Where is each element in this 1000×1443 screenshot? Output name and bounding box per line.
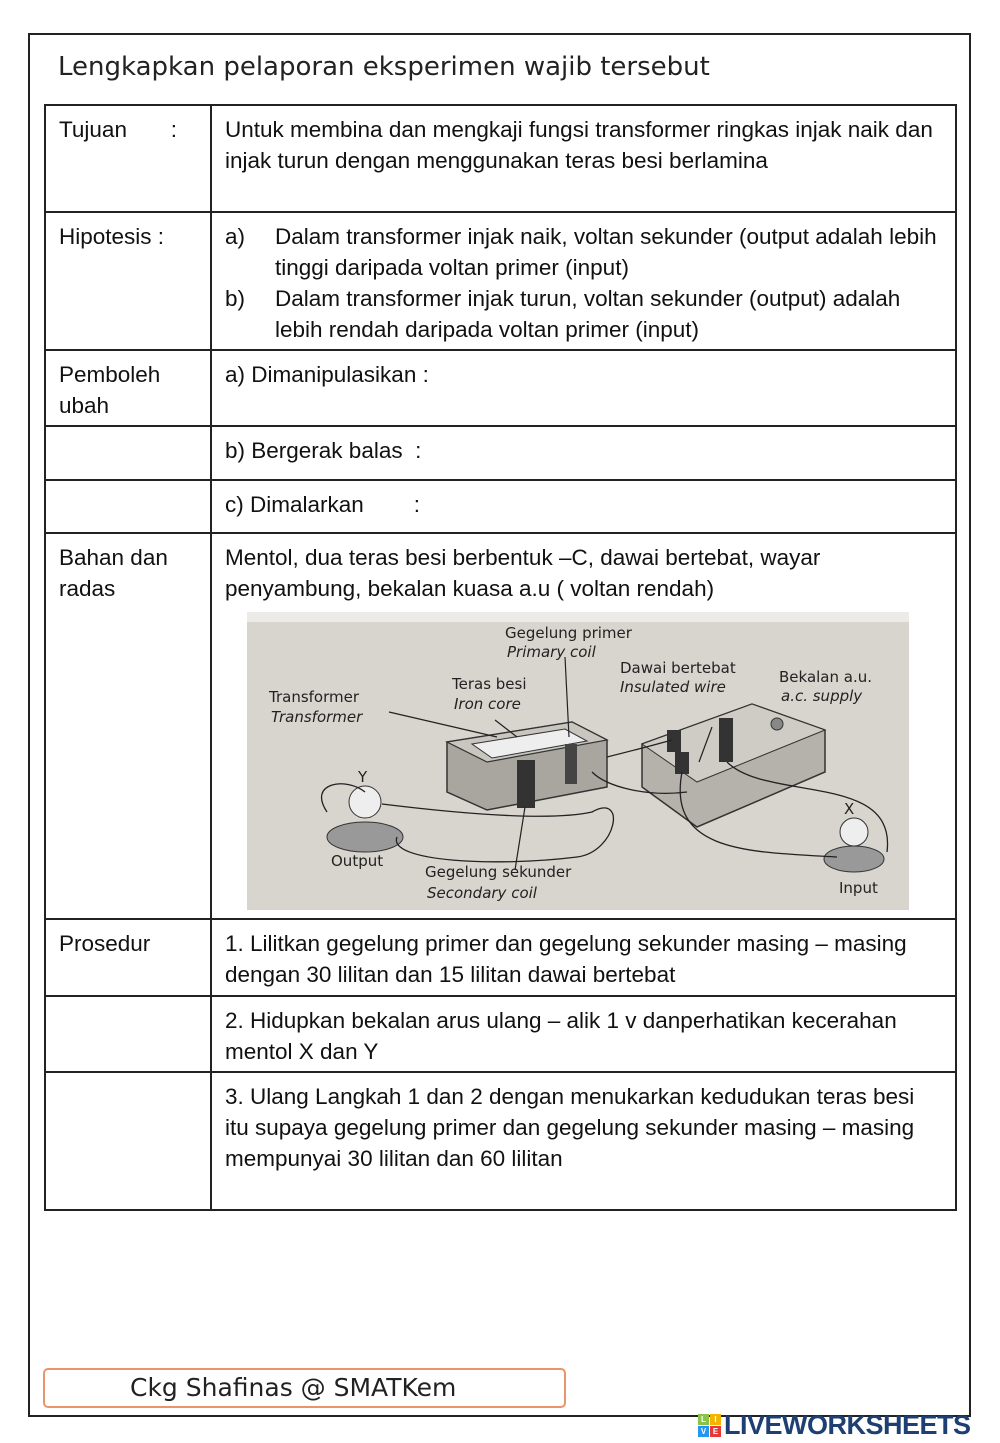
- row-prosedur-1: [45, 919, 956, 996]
- label-primary-ms: Gegelung primer: [505, 624, 632, 642]
- tujuan-text: Untuk membina dan mengkaji fungsi transformer ringkas injak naik dan injak turun dengan menggunakan teras besi berlamina: [211, 105, 956, 212]
- empty-cell: [45, 996, 211, 1072]
- row-hipotesis: [45, 212, 956, 350]
- empty-cell: [45, 426, 211, 480]
- label-core-en: Iron core: [454, 695, 521, 713]
- manipulated-field[interactable]: a) Dimanipulasikan :: [211, 350, 956, 426]
- responding-field[interactable]: b) Bergerak balas :: [211, 426, 956, 480]
- experiment-report-table: [44, 104, 957, 1211]
- transformer-diagram-photo: [247, 612, 909, 910]
- bahan-cell: [211, 533, 956, 919]
- row-pemboleh-c: [45, 480, 956, 533]
- label-hipotesis: Hipotesis :: [45, 212, 211, 350]
- label-secondary-en: Secondary coil: [427, 884, 537, 902]
- row-pemboleh-b: [45, 426, 956, 480]
- row-prosedur-2: [45, 996, 956, 1072]
- hyp-text: Dalam transformer injak turun, voltan sekunder (output) adalah lebih rendah daripada voltan primer (input): [275, 286, 901, 342]
- label-trans-ms: Transformer: [269, 688, 360, 706]
- label-y: Y: [358, 768, 368, 786]
- label-wire-en: Insulated wire: [620, 678, 726, 696]
- logo-squares-icon: L I V E: [698, 1414, 721, 1437]
- row-bahan: [45, 533, 956, 919]
- row-tujuan: [45, 105, 956, 212]
- procedure-step: 1. Lilitkan gegelung primer dan gegelung sekunder masing – masing dengan 30 lilitan dan 15 lilitan dawai bertebat: [211, 919, 956, 996]
- procedure-step: 3. Ulang Langkah 1 dan 2 dengan menukarkan kedudukan teras besi itu supaya gegelung primer dan gegelung sekunder masing – masing mempunyai 30 lilitan dan 60 lilitan: [211, 1072, 956, 1210]
- hypothesis-b: [225, 283, 943, 345]
- hyp-text: Dalam transformer injak naik, voltan sekunder (output adalah lebih tinggi daripada voltan primer (input): [275, 224, 937, 280]
- constant-field[interactable]: c) Dimalarkan :: [211, 480, 956, 533]
- label-tujuan: Tujuan :: [45, 105, 211, 212]
- label-secondary-ms: Gegelung sekunder: [425, 863, 572, 881]
- row-pemboleh-a: [45, 350, 956, 426]
- label-primary-en: Primary coil: [507, 643, 596, 661]
- label-supply-en: a.c. supply: [781, 687, 863, 705]
- empty-cell: [45, 480, 211, 533]
- page-title: Lengkapkan pelaporan eksperimen wajib tersebut: [58, 52, 710, 82]
- bahan-text: Mentol, dua teras besi berbentuk –C, dawai bertebat, wayar penyambung, bekalan kuasa a.u ( voltan rendah): [225, 545, 821, 601]
- hypothesis-a: [225, 221, 943, 283]
- label-pemboleh: Pemboleh ubah: [45, 350, 211, 426]
- logo-text: LIVEWORKSHEETS: [724, 1410, 971, 1440]
- hyp-key: b): [225, 286, 246, 311]
- author-footer: Ckg Shafinas @ SMATKem: [43, 1368, 566, 1408]
- label-bahan: Bahan dan radas: [45, 533, 211, 919]
- hyp-key: a): [225, 224, 246, 249]
- procedure-step: 2. Hidupkan bekalan arus ulang – alik 1 v danperhatikan kecerahan mentol X dan Y: [211, 996, 956, 1072]
- liveworksheets-logo: [698, 1410, 971, 1441]
- label-core-ms: Teras besi: [452, 675, 527, 693]
- hipotesis-cell: [211, 212, 956, 350]
- label-x: X: [844, 800, 855, 818]
- label-wire-ms: Dawai bertebat: [620, 659, 736, 677]
- label-output: Output: [331, 852, 384, 870]
- label-prosedur: Prosedur: [45, 919, 211, 996]
- label-trans-en: Transformer: [271, 708, 363, 726]
- label-input: Input: [839, 879, 878, 897]
- row-prosedur-3: [45, 1072, 956, 1210]
- empty-cell: [45, 1072, 211, 1210]
- label-supply-ms: Bekalan a.u.: [779, 668, 873, 686]
